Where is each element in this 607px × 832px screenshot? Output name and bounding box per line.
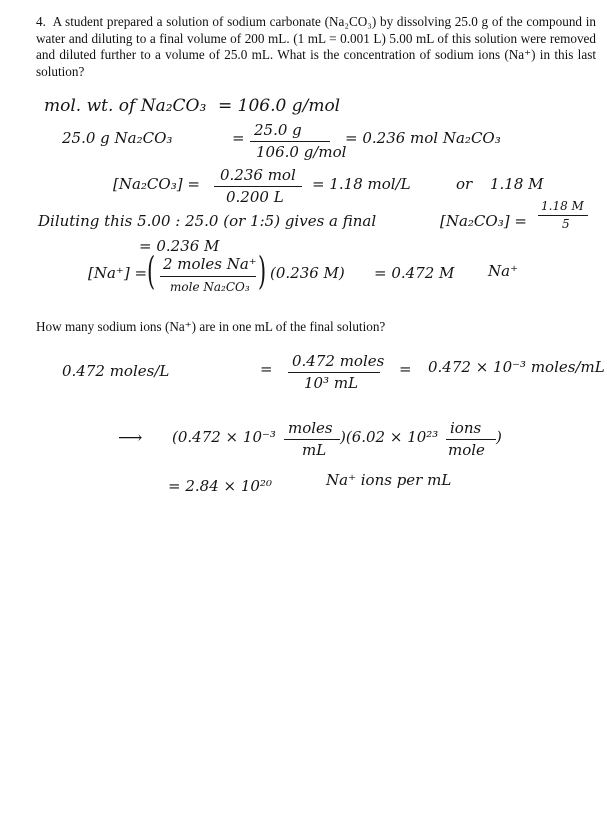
fraction-denominator: 5 xyxy=(562,217,570,231)
molarity-result-m: 1.18 M xyxy=(490,175,544,193)
product-open: (0.472 × 10⁻³ xyxy=(172,428,276,446)
fraction-numerator: 25.0 g xyxy=(254,121,302,139)
molwt-value: = 106.0 g/mol xyxy=(218,96,341,116)
molarity-result: = 1.18 mol/L xyxy=(312,175,411,193)
fraction-bar xyxy=(538,215,588,216)
arrow-icon: ⟶ xyxy=(118,428,143,448)
equals-sign: = xyxy=(399,360,412,378)
product-close: ) xyxy=(496,428,502,446)
fraction-bar xyxy=(214,186,302,187)
fraction-denominator: 0.200 L xyxy=(226,188,284,206)
fraction-numerator: 1.18 M xyxy=(541,199,584,213)
or-word: or xyxy=(456,175,473,193)
molwt-label: mol. wt. of Na₂CO₃ xyxy=(44,96,207,116)
molarity-factor: (0.236 M) xyxy=(270,264,345,282)
close-bracket: ) xyxy=(258,249,267,293)
fraction-denominator: 106.0 g/mol xyxy=(256,143,347,161)
fraction-numerator: 2 moles Na⁺ xyxy=(163,255,257,273)
dilution-result: = 0.236 M xyxy=(139,237,220,255)
fraction-bar xyxy=(160,276,256,277)
sodium-concentration-label: [Na⁺] = xyxy=(88,264,148,282)
dilution-text: Diluting this 5.00 : 25.0 (or 1:5) gives a final xyxy=(38,212,377,230)
fraction-bar xyxy=(284,439,340,440)
sodium-ion-label: Na⁺ xyxy=(488,262,518,280)
fraction-bar xyxy=(446,439,496,440)
question-number: 4. xyxy=(36,14,46,29)
sodium-concentration-result: = 0.472 M xyxy=(374,264,455,282)
fraction-bar xyxy=(250,141,330,142)
fraction-denominator: mL xyxy=(302,441,327,459)
question-ions-text: How many sodium ions (Na⁺) are in one mL of the final solution? xyxy=(36,319,386,334)
product-middle: )(6.02 × 10²³ xyxy=(340,428,439,446)
final-answer: = 2.84 × 10²⁰ xyxy=(168,477,272,495)
fraction-denominator: mole Na₂CO₃ xyxy=(170,280,250,294)
final-answer-units: Na⁺ ions per mL xyxy=(326,471,452,489)
question-body: A student prepared a solution of sodium carbonate (Na₂CO₃) by dissolving 25.0 g of the compound in water and diluting to a final volume of 200 mL. (1 mL = 0.001 L) 5.00 mL of this solution were removed and diluted further to a volume of 25.0 mL. What is the concentration of sodium ions (Na⁺) in this last solution? xyxy=(36,14,596,79)
fraction-numerator: 0.236 mol xyxy=(220,166,296,184)
concentration-label: [Na₂CO₃] = xyxy=(113,175,200,193)
dilution-concentration-label: [Na₂CO₃] = xyxy=(440,212,527,230)
fraction-numerator: 0.472 moles xyxy=(292,352,385,370)
equals-sign: = xyxy=(232,129,245,147)
fraction-bar xyxy=(288,372,380,373)
fraction-denominator: mole xyxy=(448,441,485,459)
fraction-denominator: 10³ mL xyxy=(304,374,359,392)
equals-sign: = xyxy=(260,360,273,378)
moles-per-ml-result: 0.472 × 10⁻³ moles/mL xyxy=(428,358,605,376)
fraction-numerator: moles xyxy=(288,419,333,437)
fraction-numerator: ions xyxy=(450,419,482,437)
mass-expression: 25.0 g Na₂CO₃ xyxy=(62,129,173,147)
molarity-start: 0.472 moles/L xyxy=(62,362,170,380)
moles-result: = 0.236 mol Na₂CO₃ xyxy=(345,129,501,147)
question-4-text xyxy=(36,14,596,80)
open-bracket: ( xyxy=(147,249,156,293)
